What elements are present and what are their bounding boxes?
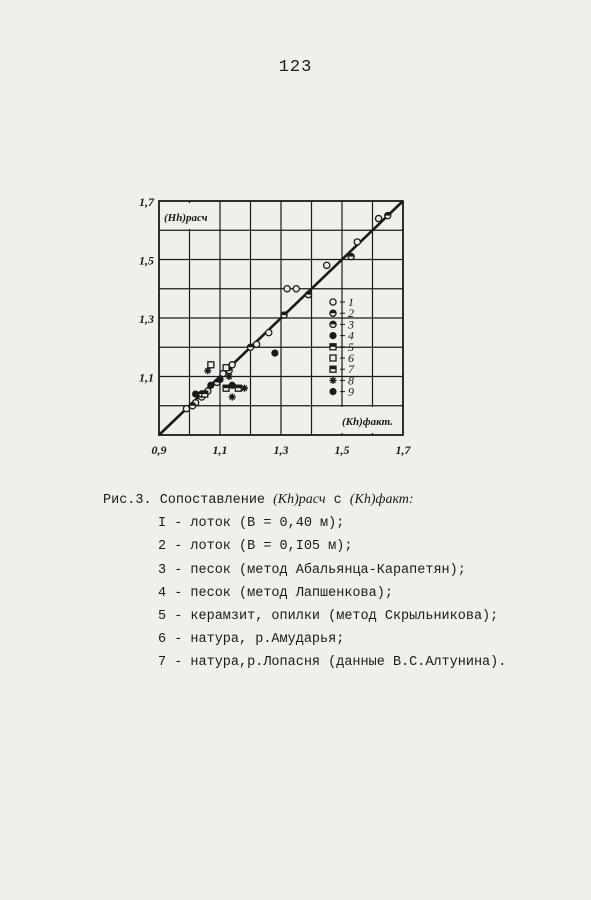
legend-marker	[330, 321, 336, 327]
caption-item-1: I - лоток (В = 0,40 м);	[158, 516, 345, 532]
data-point-open-circle	[293, 286, 299, 292]
caption-item-2: 2 - лоток (В = 0,I05 м);	[158, 539, 353, 555]
caption-item-4: 4 - песок (метод Лапшенкова);	[158, 585, 393, 601]
legend-marker	[330, 299, 336, 305]
data-point-open-circle	[376, 215, 382, 221]
caption-item-7: 7 - натура,р.Лопасня (данные В.С.Алтунина).	[158, 655, 507, 671]
data-point-filled-circle	[272, 350, 278, 356]
caption-item-6: 6 - натура, р.Амударья;	[158, 632, 345, 648]
legend-marker-fill	[330, 344, 336, 347]
page-number: 123	[278, 58, 313, 77]
legend-marker	[330, 389, 336, 395]
data-point-half-circle	[247, 344, 253, 350]
data-point-half-circle	[385, 213, 391, 219]
legend-marker-fill	[330, 366, 336, 369]
data-point-filled-circle	[193, 391, 199, 397]
data-point-open-circle	[220, 370, 226, 376]
data-point-star	[204, 367, 211, 374]
y-tick-label: 1,1	[139, 370, 154, 385]
data-point-open-circle	[254, 341, 260, 347]
x-tick-label: 1,7	[395, 443, 411, 457]
data-point-open-circle	[284, 286, 290, 292]
data-point-open-circle	[183, 406, 189, 412]
data-point-half-square	[235, 385, 241, 391]
x-tick-label: 1,1	[212, 443, 228, 457]
data-point-open-circle	[229, 362, 235, 368]
y-tick-label: 1,5	[139, 253, 154, 268]
data-point-half-square	[202, 391, 208, 397]
legend-marker	[329, 377, 336, 384]
x-axis-label: (Kh)факт.	[342, 416, 394, 428]
data-point-open-square	[223, 365, 229, 371]
data-point-open-circle	[266, 330, 272, 336]
legend-marker	[330, 310, 336, 316]
data-point-half-circle	[189, 403, 195, 409]
legend-marker	[330, 344, 336, 350]
caption-symbol-fact: (Kh)факт:	[349, 492, 414, 507]
legend-marker	[330, 366, 336, 372]
data-point-open-square	[208, 362, 214, 368]
x-tick-label: 1,3	[273, 443, 289, 457]
x-tick-label: 1,5	[334, 443, 350, 457]
caption-symbol-calc: (Kh)расч	[273, 492, 326, 507]
legend-label: 8	[348, 373, 354, 388]
caption-title	[103, 488, 573, 512]
data-point-half-square-fill	[223, 385, 229, 388]
legend-label: 2	[348, 306, 354, 321]
figure-caption	[103, 488, 573, 675]
legend-label: 4	[348, 328, 354, 343]
data-point-half-circle	[281, 312, 287, 318]
caption-item-5: 5 - керамзит, опилки (метод Скрыльникова);	[158, 609, 499, 625]
data-point-star	[241, 385, 248, 392]
data-point-filled-circle	[208, 382, 214, 388]
data-point-half-circle	[305, 292, 311, 298]
legend-marker	[330, 333, 336, 339]
data-point-open-circle	[354, 239, 360, 245]
data-point-half-square-fill	[202, 391, 208, 394]
y-tick-label: 1,3	[139, 312, 154, 326]
x-tick-label: 0,9	[151, 443, 167, 457]
legend-label: 5	[348, 339, 354, 354]
caption-prefix: Рис.3. Сопоставление	[103, 493, 266, 508]
data-point-half-square-fill	[235, 385, 241, 388]
caption-item-3: 3 - песок (метод Абальянца-Карапетян);	[158, 562, 466, 578]
legend-label: 7	[348, 362, 354, 377]
legend-label: 1	[348, 295, 354, 309]
data-point-filled-circle	[217, 376, 223, 382]
data-point-star	[229, 393, 236, 400]
data-point-filled-circle	[229, 382, 235, 388]
data-point-open-circle	[324, 262, 330, 268]
caption-mid: с	[333, 493, 342, 508]
y-tick-label: 1,7	[139, 195, 154, 209]
legend-marker	[330, 355, 336, 361]
legend-label: 9	[348, 384, 354, 399]
legend-label: 6	[348, 351, 354, 365]
legend-label: 3	[348, 317, 354, 332]
y-axis-label: (Hh)расч	[164, 212, 208, 224]
data-point-half-circle	[348, 253, 354, 259]
data-point-half-square	[223, 385, 229, 391]
